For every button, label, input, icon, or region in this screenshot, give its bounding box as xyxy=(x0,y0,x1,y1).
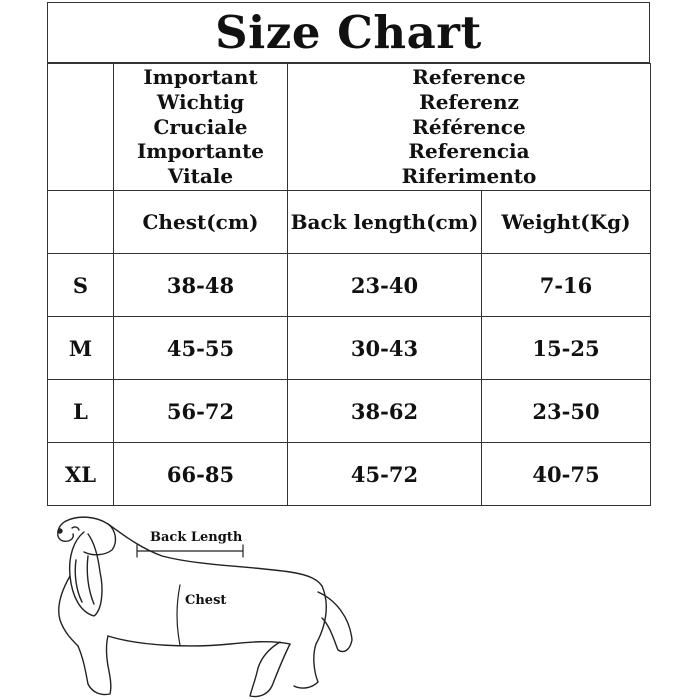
title-box xyxy=(47,2,650,63)
important-word: Wichtig xyxy=(156,89,245,114)
weight-value: 40-75 xyxy=(482,443,651,506)
dog-rear-outline xyxy=(294,586,326,688)
empty-cell xyxy=(48,64,114,191)
language-row xyxy=(48,64,651,191)
size-label: L xyxy=(48,380,114,443)
back-length-label: Back Length xyxy=(150,530,243,545)
chest-line xyxy=(177,585,180,645)
dog-belly-outline xyxy=(108,636,290,646)
size-label: M xyxy=(48,317,114,380)
header-chest: Chest(cm) xyxy=(114,191,288,254)
important-word: Cruciale xyxy=(153,114,248,139)
dog-hind-leg xyxy=(250,642,290,697)
dog-neck-front xyxy=(59,576,78,646)
reference-word: Referenz xyxy=(419,89,519,114)
table-row xyxy=(48,443,651,506)
size-label: S xyxy=(48,254,114,317)
dog-front-leg xyxy=(78,636,111,695)
header-back-length: Back length(cm) xyxy=(288,191,482,254)
important-word: Important xyxy=(143,65,258,89)
dog-tail-outline xyxy=(318,592,352,652)
chest-value: 66-85 xyxy=(114,443,288,506)
table-row xyxy=(48,380,651,443)
important-word: Importante xyxy=(136,139,265,164)
weight-value: 7-16 xyxy=(482,254,651,317)
weight-value: 23-50 xyxy=(482,380,651,443)
weight-value: 15-25 xyxy=(482,317,651,380)
dog-ear-outline xyxy=(70,532,102,616)
chest-value: 45-55 xyxy=(114,317,288,380)
dog-nose xyxy=(58,529,62,533)
important-cell xyxy=(114,64,288,191)
reference-word: Reference xyxy=(412,65,526,89)
back-length-value: 45-72 xyxy=(288,443,482,506)
header-weight: Weight(Kg) xyxy=(482,191,651,254)
back-length-value: 23-40 xyxy=(288,254,482,317)
back-length-line xyxy=(137,545,243,557)
table-row xyxy=(48,254,651,317)
reference-cell xyxy=(288,64,651,191)
dog-ear-fur xyxy=(75,556,94,604)
back-length-value: 38-62 xyxy=(288,380,482,443)
size-table xyxy=(47,63,651,506)
chest-label: Chest xyxy=(185,593,227,608)
reference-word: Référence xyxy=(412,114,526,139)
important-word: Vitale xyxy=(167,164,234,189)
header-row xyxy=(48,191,651,254)
reference-word: Riferimento xyxy=(401,164,537,189)
header-size xyxy=(48,191,114,254)
table-row xyxy=(48,317,651,380)
chest-value: 56-72 xyxy=(114,380,288,443)
reference-word: Referencia xyxy=(408,139,530,164)
dog-eye xyxy=(72,527,79,530)
size-label: XL xyxy=(48,443,114,506)
page-title: Size Chart xyxy=(215,6,482,59)
back-length-value: 30-43 xyxy=(288,317,482,380)
chest-value: 38-48 xyxy=(114,254,288,317)
